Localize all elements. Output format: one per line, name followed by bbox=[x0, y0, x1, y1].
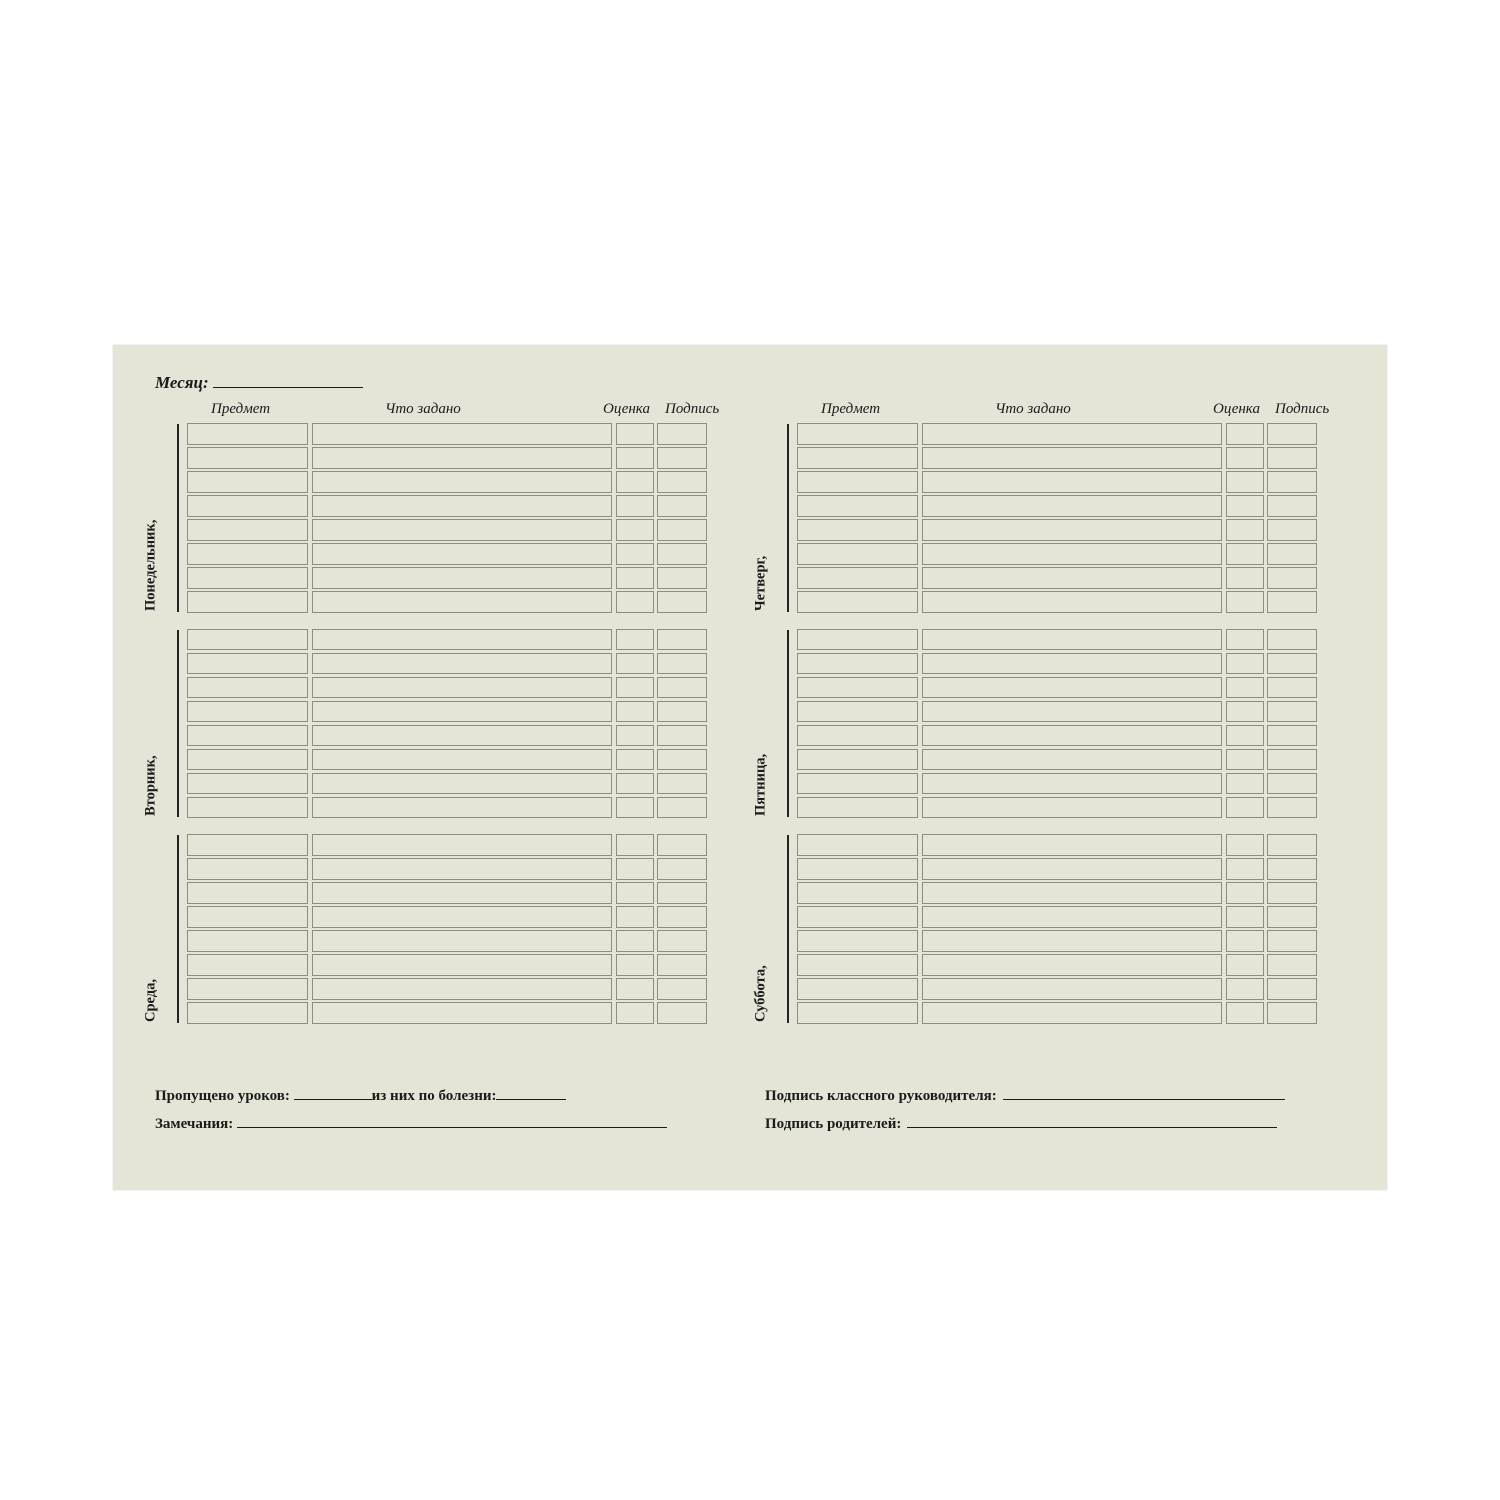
table-row bbox=[797, 701, 1317, 723]
cell-subject[interactable] bbox=[797, 906, 918, 928]
cell-task[interactable] bbox=[312, 423, 612, 445]
cell-subject[interactable] bbox=[797, 519, 918, 541]
table-row bbox=[187, 591, 707, 613]
cell-signature[interactable] bbox=[657, 495, 707, 517]
cell-mark[interactable] bbox=[1226, 423, 1264, 445]
cell-task[interactable] bbox=[922, 930, 1222, 952]
cell-task[interactable] bbox=[312, 834, 612, 856]
cell-signature[interactable] bbox=[1267, 447, 1317, 469]
cell-mark[interactable] bbox=[1226, 954, 1264, 976]
cell-signature[interactable] bbox=[657, 677, 707, 699]
cell-signature[interactable] bbox=[657, 773, 707, 795]
cell-subject[interactable] bbox=[797, 1002, 918, 1024]
cell-subject[interactable] bbox=[187, 1002, 308, 1024]
cell-task[interactable] bbox=[922, 447, 1222, 469]
cell-subject[interactable] bbox=[797, 543, 918, 565]
cell-subject[interactable] bbox=[187, 930, 308, 952]
header-mark: Оценка bbox=[1213, 401, 1260, 417]
cell-subject[interactable] bbox=[187, 591, 308, 613]
table-row bbox=[187, 858, 707, 880]
cell-signature[interactable] bbox=[1267, 773, 1317, 795]
cell-task[interactable] bbox=[922, 471, 1222, 493]
cell-subject[interactable] bbox=[797, 471, 918, 493]
cell-task[interactable] bbox=[312, 725, 612, 747]
parents-signature-input[interactable] bbox=[907, 1115, 1277, 1128]
day-divider-rule bbox=[787, 424, 789, 612]
rows-monday bbox=[187, 423, 707, 613]
cell-task[interactable] bbox=[312, 701, 612, 723]
cell-subject[interactable] bbox=[797, 749, 918, 771]
teacher-signature-input[interactable] bbox=[1003, 1087, 1285, 1100]
cell-task[interactable] bbox=[922, 882, 1222, 904]
table-row bbox=[187, 930, 707, 952]
cell-mark[interactable] bbox=[1226, 519, 1264, 541]
teacher-signature-label: Подпись классного руководителя: bbox=[765, 1088, 997, 1104]
cell-signature[interactable] bbox=[657, 653, 707, 675]
cell-subject[interactable] bbox=[797, 954, 918, 976]
table-row bbox=[797, 447, 1317, 469]
cell-task[interactable] bbox=[922, 834, 1222, 856]
table-row bbox=[797, 543, 1317, 565]
cell-subject[interactable] bbox=[797, 677, 918, 699]
cell-task[interactable] bbox=[312, 495, 612, 517]
table-row bbox=[797, 906, 1317, 928]
cell-task[interactable] bbox=[922, 567, 1222, 589]
table-row bbox=[187, 725, 707, 747]
table-row bbox=[797, 797, 1317, 819]
cell-signature[interactable] bbox=[657, 797, 707, 819]
day-block-monday bbox=[142, 423, 707, 613]
table-row bbox=[187, 882, 707, 904]
cell-task[interactable] bbox=[312, 930, 612, 952]
cell-task[interactable] bbox=[312, 1002, 612, 1024]
cell-task[interactable] bbox=[312, 882, 612, 904]
cell-mark[interactable] bbox=[616, 930, 654, 952]
cell-mark[interactable] bbox=[1226, 629, 1264, 651]
table-row bbox=[187, 701, 707, 723]
cell-mark[interactable] bbox=[1226, 797, 1264, 819]
cell-subject[interactable] bbox=[187, 978, 308, 1000]
cell-signature[interactable] bbox=[657, 543, 707, 565]
cell-signature[interactable] bbox=[1267, 567, 1317, 589]
cell-mark[interactable] bbox=[1226, 1002, 1264, 1024]
cell-signature[interactable] bbox=[657, 725, 707, 747]
cell-signature[interactable] bbox=[657, 858, 707, 880]
day-name-text: Четверг, bbox=[752, 555, 769, 611]
cell-subject[interactable] bbox=[187, 423, 308, 445]
cell-subject[interactable] bbox=[797, 701, 918, 723]
cell-mark[interactable] bbox=[616, 773, 654, 795]
cell-mark[interactable] bbox=[1226, 906, 1264, 928]
day-name-text: Пятница, bbox=[752, 753, 769, 816]
cell-mark[interactable] bbox=[616, 978, 654, 1000]
rows-saturday bbox=[797, 834, 1317, 1024]
table-row bbox=[187, 773, 707, 795]
table-row bbox=[797, 773, 1317, 795]
cell-mark[interactable] bbox=[616, 858, 654, 880]
cell-task[interactable] bbox=[312, 749, 612, 771]
cell-mark[interactable] bbox=[616, 906, 654, 928]
cell-task[interactable] bbox=[312, 543, 612, 565]
cell-signature[interactable] bbox=[1267, 629, 1317, 651]
cell-task[interactable] bbox=[922, 749, 1222, 771]
cell-subject[interactable] bbox=[187, 858, 308, 880]
cell-signature[interactable] bbox=[1267, 653, 1317, 675]
cell-signature[interactable] bbox=[1267, 725, 1317, 747]
header-subject: Предмет bbox=[211, 401, 271, 417]
cell-subject[interactable] bbox=[187, 797, 308, 819]
cell-signature[interactable] bbox=[657, 423, 707, 445]
cell-mark[interactable] bbox=[1226, 677, 1264, 699]
cell-subject[interactable] bbox=[187, 447, 308, 469]
cell-subject[interactable] bbox=[187, 773, 308, 795]
cell-mark[interactable] bbox=[616, 677, 654, 699]
table-row bbox=[187, 423, 707, 445]
cell-subject[interactable] bbox=[797, 834, 918, 856]
missed-lessons-label: Пропущено уроков: bbox=[155, 1088, 290, 1104]
cell-task[interactable] bbox=[312, 591, 612, 613]
cell-signature[interactable] bbox=[657, 906, 707, 928]
cell-mark[interactable] bbox=[616, 423, 654, 445]
table-row bbox=[187, 629, 707, 651]
day-divider-rule bbox=[787, 630, 789, 818]
cell-subject[interactable] bbox=[187, 629, 308, 651]
missed-lessons-line bbox=[155, 1087, 715, 1105]
cell-task[interactable] bbox=[312, 629, 612, 651]
table-row bbox=[797, 749, 1317, 771]
cell-signature[interactable] bbox=[1267, 423, 1317, 445]
cell-subject[interactable] bbox=[797, 591, 918, 613]
cell-mark[interactable] bbox=[616, 653, 654, 675]
right-page-half bbox=[752, 401, 1330, 1040]
illness-label: из них по болезни: bbox=[371, 1088, 497, 1104]
cell-task[interactable] bbox=[922, 797, 1222, 819]
cell-subject[interactable] bbox=[187, 519, 308, 541]
cell-signature[interactable] bbox=[1267, 543, 1317, 565]
footer-left bbox=[155, 1087, 715, 1143]
cell-signature[interactable] bbox=[1267, 495, 1317, 517]
cell-subject[interactable] bbox=[797, 629, 918, 651]
header-subject: Предмет bbox=[821, 401, 881, 417]
cell-subject[interactable] bbox=[797, 797, 918, 819]
cell-signature[interactable] bbox=[1267, 591, 1317, 613]
table-row bbox=[797, 519, 1317, 541]
cell-subject[interactable] bbox=[187, 567, 308, 589]
cell-subject[interactable] bbox=[187, 954, 308, 976]
day-divider-rule bbox=[177, 424, 179, 612]
diary-page bbox=[113, 345, 1387, 1190]
cell-task[interactable] bbox=[922, 954, 1222, 976]
cell-signature[interactable] bbox=[657, 471, 707, 493]
table-row bbox=[187, 495, 707, 517]
cell-mark[interactable] bbox=[1226, 725, 1264, 747]
cell-task[interactable] bbox=[922, 978, 1222, 1000]
cell-subject[interactable] bbox=[797, 930, 918, 952]
parents-signature-line bbox=[765, 1115, 1345, 1133]
cell-mark[interactable] bbox=[616, 519, 654, 541]
cell-task[interactable] bbox=[312, 773, 612, 795]
table-row bbox=[797, 591, 1317, 613]
rows-tuesday bbox=[187, 629, 707, 819]
cell-task[interactable] bbox=[312, 858, 612, 880]
cell-mark[interactable] bbox=[616, 591, 654, 613]
table-row bbox=[187, 797, 707, 819]
cell-signature[interactable] bbox=[657, 954, 707, 976]
table-row bbox=[187, 471, 707, 493]
table-row bbox=[187, 677, 707, 699]
cell-mark[interactable] bbox=[1226, 858, 1264, 880]
cell-mark[interactable] bbox=[616, 882, 654, 904]
day-block-saturday bbox=[752, 834, 1317, 1024]
cell-task[interactable] bbox=[922, 725, 1222, 747]
day-divider-rule bbox=[177, 630, 179, 818]
cell-task[interactable] bbox=[922, 858, 1222, 880]
cell-mark[interactable] bbox=[616, 834, 654, 856]
cell-subject[interactable] bbox=[187, 543, 308, 565]
cell-mark[interactable] bbox=[1226, 701, 1264, 723]
cell-mark[interactable] bbox=[616, 797, 654, 819]
cell-mark[interactable] bbox=[616, 447, 654, 469]
table-row bbox=[187, 749, 707, 771]
day-block-wednesday bbox=[142, 834, 707, 1024]
cell-task[interactable] bbox=[922, 701, 1222, 723]
cell-signature[interactable] bbox=[657, 519, 707, 541]
cell-subject[interactable] bbox=[797, 495, 918, 517]
header-signature: Подпись bbox=[665, 401, 720, 417]
table-row bbox=[797, 954, 1317, 976]
cell-task[interactable] bbox=[312, 653, 612, 675]
cell-signature[interactable] bbox=[657, 591, 707, 613]
cell-task[interactable] bbox=[312, 797, 612, 819]
day-divider-rule bbox=[787, 835, 789, 1023]
cell-task[interactable] bbox=[922, 677, 1222, 699]
month-write-rule[interactable] bbox=[213, 374, 363, 388]
cell-task[interactable] bbox=[922, 543, 1222, 565]
left-page-half bbox=[142, 401, 720, 1040]
table-row bbox=[187, 447, 707, 469]
table-row bbox=[797, 567, 1317, 589]
cell-task[interactable] bbox=[312, 906, 612, 928]
cell-mark[interactable] bbox=[1226, 930, 1264, 952]
table-row bbox=[797, 725, 1317, 747]
cell-signature[interactable] bbox=[1267, 882, 1317, 904]
header-task: Что задано bbox=[995, 401, 1071, 417]
table-row bbox=[187, 543, 707, 565]
table-row bbox=[797, 834, 1317, 856]
table-row bbox=[187, 1002, 707, 1024]
notes-label: Замечания: bbox=[155, 1116, 234, 1132]
cell-mark[interactable] bbox=[1226, 978, 1264, 1000]
cell-signature[interactable] bbox=[1267, 834, 1317, 856]
cell-subject[interactable] bbox=[797, 725, 918, 747]
cell-subject[interactable] bbox=[187, 906, 308, 928]
cell-mark[interactable] bbox=[616, 954, 654, 976]
cell-mark[interactable] bbox=[616, 543, 654, 565]
cell-subject[interactable] bbox=[187, 834, 308, 856]
cell-signature[interactable] bbox=[657, 701, 707, 723]
cell-subject[interactable] bbox=[187, 653, 308, 675]
cell-task[interactable] bbox=[922, 629, 1222, 651]
day-name-text: Вторник, bbox=[142, 755, 159, 816]
left-column-headers bbox=[155, 401, 720, 423]
table-row bbox=[797, 629, 1317, 651]
cell-mark[interactable] bbox=[1226, 653, 1264, 675]
cell-signature[interactable] bbox=[1267, 797, 1317, 819]
table-row bbox=[187, 567, 707, 589]
table-row bbox=[187, 519, 707, 541]
cell-task[interactable] bbox=[922, 906, 1222, 928]
cell-task[interactable] bbox=[922, 519, 1222, 541]
cell-signature[interactable] bbox=[1267, 519, 1317, 541]
cell-subject[interactable] bbox=[797, 858, 918, 880]
table-row bbox=[797, 653, 1317, 675]
table-row bbox=[797, 495, 1317, 517]
cell-signature[interactable] bbox=[1267, 701, 1317, 723]
cell-mark[interactable] bbox=[1226, 447, 1264, 469]
teacher-signature-line bbox=[765, 1087, 1345, 1105]
rows-friday bbox=[797, 629, 1317, 819]
cell-subject[interactable] bbox=[187, 749, 308, 771]
cell-signature[interactable] bbox=[657, 567, 707, 589]
cell-task[interactable] bbox=[922, 653, 1222, 675]
rows-wednesday bbox=[187, 834, 707, 1024]
day-name-text: Суббота, bbox=[752, 964, 769, 1022]
cell-subject[interactable] bbox=[797, 653, 918, 675]
cell-subject[interactable] bbox=[797, 567, 918, 589]
cell-signature[interactable] bbox=[1267, 1002, 1317, 1024]
table-row bbox=[187, 978, 707, 1000]
cell-signature[interactable] bbox=[1267, 749, 1317, 771]
cell-mark[interactable] bbox=[616, 629, 654, 651]
cell-mark[interactable] bbox=[616, 725, 654, 747]
table-row bbox=[187, 954, 707, 976]
cell-task[interactable] bbox=[312, 978, 612, 1000]
cell-signature[interactable] bbox=[1267, 858, 1317, 880]
cell-subject[interactable] bbox=[797, 882, 918, 904]
cell-mark[interactable] bbox=[616, 495, 654, 517]
day-block-thursday bbox=[752, 423, 1317, 613]
table-row bbox=[797, 858, 1317, 880]
cell-subject[interactable] bbox=[187, 471, 308, 493]
page-inner bbox=[113, 345, 1387, 1190]
notes-line bbox=[155, 1115, 715, 1133]
day-name-text: Понедельник, bbox=[142, 519, 159, 611]
cell-subject[interactable] bbox=[797, 447, 918, 469]
cell-mark[interactable] bbox=[1226, 495, 1264, 517]
cell-mark[interactable] bbox=[1226, 543, 1264, 565]
cell-signature[interactable] bbox=[1267, 978, 1317, 1000]
cell-task[interactable] bbox=[312, 519, 612, 541]
cell-subject[interactable] bbox=[187, 882, 308, 904]
cell-signature[interactable] bbox=[657, 834, 707, 856]
cell-signature[interactable] bbox=[657, 629, 707, 651]
missed-lessons-input[interactable] bbox=[294, 1087, 372, 1100]
cell-signature[interactable] bbox=[1267, 471, 1317, 493]
day-name-text: Среда, bbox=[142, 978, 159, 1022]
cell-mark[interactable] bbox=[1226, 591, 1264, 613]
cell-task[interactable] bbox=[922, 773, 1222, 795]
header-task: Что задано bbox=[385, 401, 461, 417]
cell-task[interactable] bbox=[312, 677, 612, 699]
month-label: Месяц: bbox=[155, 373, 209, 392]
cell-task[interactable] bbox=[312, 954, 612, 976]
cell-signature[interactable] bbox=[1267, 930, 1317, 952]
cell-signature[interactable] bbox=[1267, 677, 1317, 699]
table-row bbox=[797, 978, 1317, 1000]
illness-input[interactable] bbox=[496, 1087, 566, 1100]
cell-subject[interactable] bbox=[797, 423, 918, 445]
header-mark: Оценка bbox=[603, 401, 650, 417]
month-field[interactable] bbox=[155, 373, 363, 393]
notes-input[interactable] bbox=[237, 1115, 667, 1128]
cell-subject[interactable] bbox=[187, 677, 308, 699]
cell-subject[interactable] bbox=[797, 978, 918, 1000]
cell-task[interactable] bbox=[312, 567, 612, 589]
cell-subject[interactable] bbox=[187, 495, 308, 517]
day-block-tuesday bbox=[142, 629, 707, 819]
cell-task[interactable] bbox=[922, 423, 1222, 445]
cell-mark[interactable] bbox=[616, 701, 654, 723]
table-row bbox=[797, 677, 1317, 699]
cell-task[interactable] bbox=[312, 447, 612, 469]
cell-task[interactable] bbox=[922, 591, 1222, 613]
rows-thursday bbox=[797, 423, 1317, 613]
table-row bbox=[187, 906, 707, 928]
cell-subject[interactable] bbox=[187, 725, 308, 747]
cell-signature[interactable] bbox=[657, 447, 707, 469]
cell-signature[interactable] bbox=[657, 930, 707, 952]
cell-task[interactable] bbox=[922, 1002, 1222, 1024]
cell-task[interactable] bbox=[312, 471, 612, 493]
cell-mark[interactable] bbox=[616, 471, 654, 493]
cell-subject[interactable] bbox=[797, 773, 918, 795]
table-row bbox=[797, 471, 1317, 493]
table-row bbox=[797, 1002, 1317, 1024]
header-signature: Подпись bbox=[1275, 401, 1330, 417]
table-row bbox=[797, 882, 1317, 904]
cell-mark[interactable] bbox=[1226, 749, 1264, 771]
cell-mark[interactable] bbox=[616, 1002, 654, 1024]
cell-mark[interactable] bbox=[616, 749, 654, 771]
cell-signature[interactable] bbox=[657, 882, 707, 904]
cell-mark[interactable] bbox=[1226, 567, 1264, 589]
table-row bbox=[187, 834, 707, 856]
cell-signature[interactable] bbox=[1267, 906, 1317, 928]
day-block-friday bbox=[752, 629, 1317, 819]
table-row bbox=[187, 653, 707, 675]
parents-signature-label: Подпись родителей: bbox=[765, 1116, 902, 1132]
cell-mark[interactable] bbox=[616, 567, 654, 589]
cell-signature[interactable] bbox=[657, 1002, 707, 1024]
cell-task[interactable] bbox=[922, 495, 1222, 517]
day-divider-rule bbox=[177, 835, 179, 1023]
cell-subject[interactable] bbox=[187, 701, 308, 723]
cell-signature[interactable] bbox=[1267, 954, 1317, 976]
cell-mark[interactable] bbox=[1226, 882, 1264, 904]
cell-mark[interactable] bbox=[1226, 773, 1264, 795]
cell-signature[interactable] bbox=[657, 749, 707, 771]
cell-mark[interactable] bbox=[1226, 834, 1264, 856]
table-row bbox=[797, 423, 1317, 445]
table-row bbox=[797, 930, 1317, 952]
footer-right bbox=[765, 1087, 1345, 1143]
cell-signature[interactable] bbox=[657, 978, 707, 1000]
right-column-headers bbox=[765, 401, 1330, 423]
cell-mark[interactable] bbox=[1226, 471, 1264, 493]
